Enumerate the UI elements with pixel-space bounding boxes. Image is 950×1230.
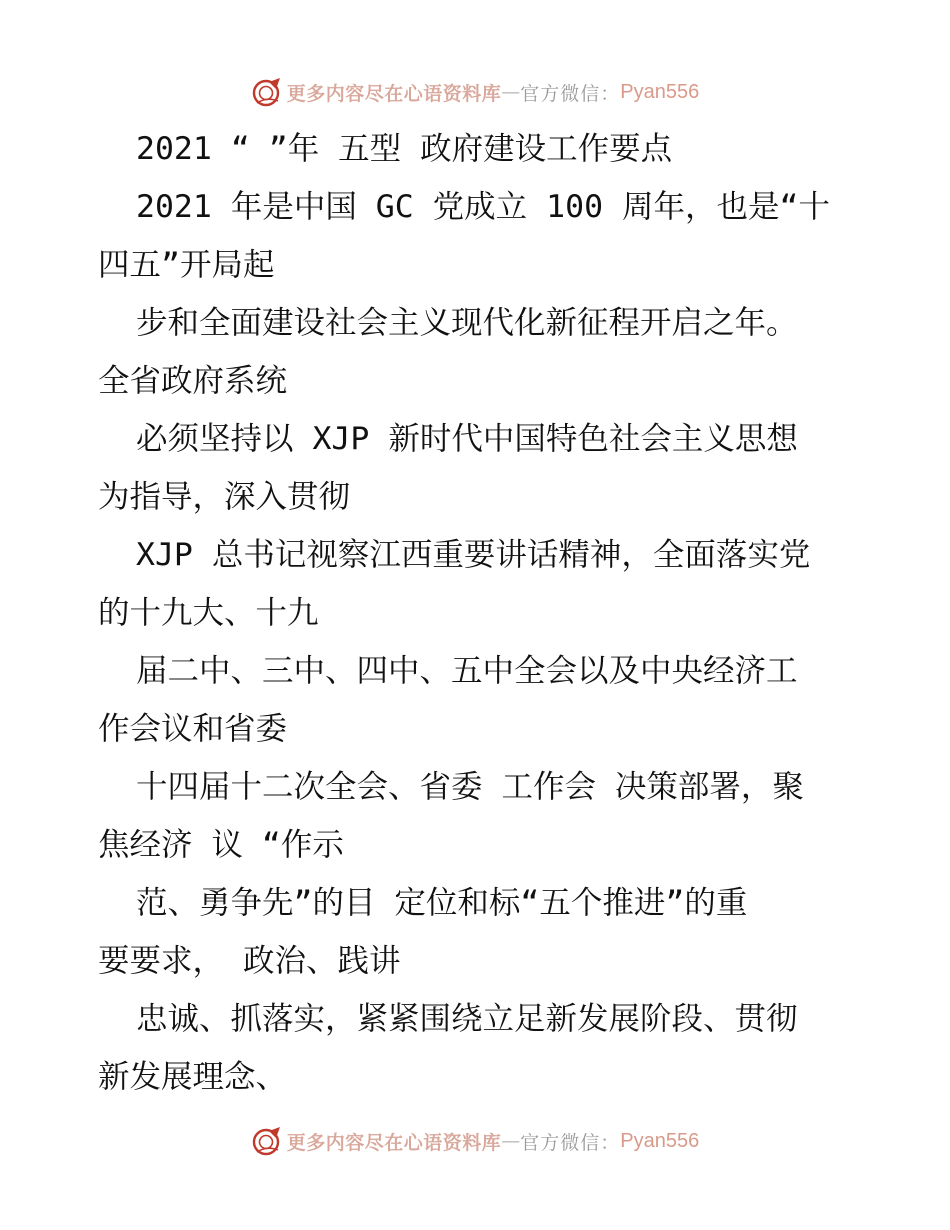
- text-line: XJP 总书记视察江西重要讲话精神，全面落实党: [136, 537, 811, 573]
- text-line: 届二中、三中、四中、五中全会以及中央经济工: [136, 653, 798, 689]
- text-line: 全省政府系统: [98, 363, 288, 399]
- watermark-site-name: 更多内容尽在心语资料库: [286, 82, 502, 105]
- watermark-wechat-id: Pyan556: [620, 80, 700, 103]
- text-line: 必须坚持以 XJP 新时代中国特色社会主义思想: [136, 421, 798, 457]
- text-line: 要要求， 政治、践讲: [98, 943, 401, 979]
- pen-logo-icon: [251, 76, 283, 108]
- watermark-separator: —: [501, 81, 521, 103]
- text-line: 新发展理念、: [98, 1059, 288, 1095]
- text-line: 2021 年是中国 GC 党成立 100 周年，也是“十: [136, 189, 830, 225]
- watermark-wechat-label: 官方微信：: [520, 82, 621, 105]
- text-line: 十四届十二次全会、省委 工作会 决策部署，聚: [136, 769, 804, 805]
- text-line: 作会议和省委: [98, 711, 288, 747]
- text-line: 范、勇争先”的目 定位和标“五个推进”的重: [136, 885, 748, 921]
- footer-watermark: [0, 1123, 950, 1159]
- text-line: 的十九大、十九: [98, 595, 319, 631]
- text-line: 步和全面建设社会主义现代化新征程开启之年。: [136, 305, 798, 341]
- header-watermark: [0, 74, 950, 110]
- text-line: 焦经济 议 “作示: [98, 827, 344, 863]
- text-line: 四五”开局起: [98, 247, 275, 283]
- watermark-wechat-id: Pyan556: [620, 1129, 700, 1152]
- document-body: [98, 120, 858, 1106]
- watermark-separator: —: [501, 1130, 521, 1152]
- watermark-site-name: 更多内容尽在心语资料库: [286, 1131, 502, 1154]
- watermark-wechat-label: 官方微信：: [520, 1131, 621, 1154]
- document-title: 2021 “ ”年 五型 政府建设工作要点: [136, 131, 673, 167]
- text-line: 为指导，深入贯彻: [98, 479, 351, 515]
- text-line: 忠诚、抓落实，紧紧围绕立足新发展阶段、贯彻: [136, 1001, 798, 1037]
- pen-logo-icon: [251, 1125, 283, 1157]
